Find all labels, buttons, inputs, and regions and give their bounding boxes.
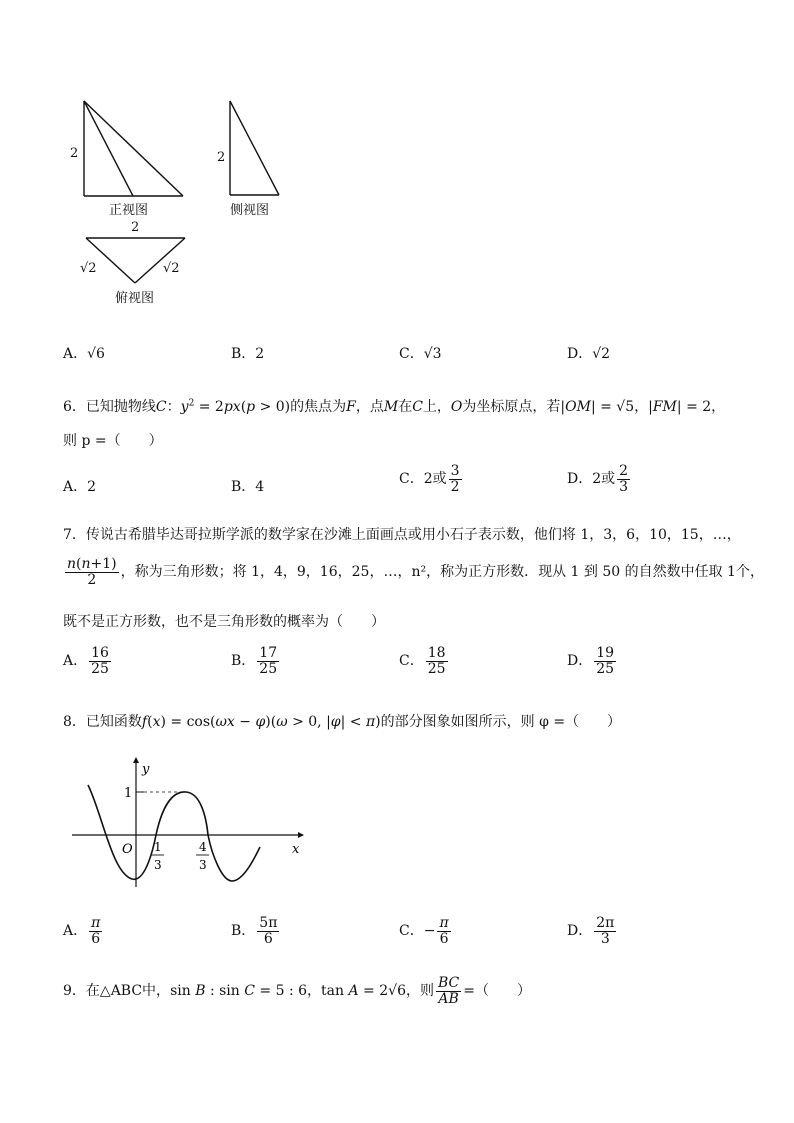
fraction-den: 25 xyxy=(259,660,278,677)
fraction-num: BC xyxy=(437,975,460,991)
q6-stem-line2: 则 p =（ ） xyxy=(63,433,163,449)
q8-option-a[interactable] xyxy=(63,916,104,946)
q6-option-a[interactable] xyxy=(63,476,96,496)
q7-line2 xyxy=(63,557,764,587)
side-height-label: 2 xyxy=(217,150,226,165)
q6-text: 在 xyxy=(398,399,413,415)
top-width-label: 2 xyxy=(131,220,140,235)
q6-option-d-fraction xyxy=(617,464,630,494)
x-tick2-den: 3 xyxy=(199,858,207,872)
q6-option-c-fraction xyxy=(449,464,462,494)
option-letter: A． xyxy=(63,346,88,362)
q6-math: C xyxy=(155,399,167,415)
q6-math: y xyxy=(180,399,189,415)
x-axis-arrow xyxy=(298,832,304,838)
option-letter: A． xyxy=(63,479,88,495)
q9-number: 9． xyxy=(63,983,86,1000)
option-letter: D． xyxy=(567,923,593,940)
option-letter: C． xyxy=(399,471,424,488)
option-fraction xyxy=(89,646,111,676)
option-value: √2 xyxy=(592,346,611,362)
q8-number: 8． xyxy=(63,714,86,730)
q5-option-b[interactable] xyxy=(231,343,264,363)
q8-option-d[interactable] xyxy=(567,916,618,946)
q6-math: F xyxy=(346,399,356,415)
q6-math: O xyxy=(450,399,463,415)
y-axis-arrow xyxy=(133,757,139,763)
q5-option-d[interactable] xyxy=(567,343,610,363)
q6-option-b[interactable] xyxy=(231,476,264,496)
fraction-num: 5π xyxy=(259,915,278,931)
q8-text: 的部分图象如图所示，则 φ =（ ） xyxy=(380,714,622,730)
option-letter: D． xyxy=(567,471,593,488)
q7-line2-text: ，称为三角形数；将 1，4，9，16，25，…，n²，称为正方形数．现从 1 到 50 的自然数中任取 1个， xyxy=(120,564,764,581)
q9-text: =（ ） xyxy=(463,983,531,1000)
fraction-num: 17 xyxy=(259,645,278,661)
fraction-den: 3 xyxy=(619,478,629,495)
q6-text: 为坐标原点，若 xyxy=(462,399,561,415)
option-letter: A． xyxy=(63,653,88,670)
q5-option-a[interactable] xyxy=(63,343,105,363)
fraction-den: 2 xyxy=(87,571,97,588)
q9-text: 在△ABC中， xyxy=(85,983,171,1000)
option-value: √3 xyxy=(423,346,442,362)
fraction-num: n(n+1) xyxy=(67,556,117,572)
q6-text: ，点 xyxy=(355,399,384,415)
fraction-den: 25 xyxy=(427,660,446,677)
x-axis-label: x xyxy=(292,842,300,857)
q6-stem: 6．已知抛物线C：$y^2 = 2px(p > 0)$的焦点为F，点M在C上，O为坐标原点，若|OM| = √5，|FM| = 2， xyxy=(63,398,726,415)
q6-math: C xyxy=(412,399,423,415)
q6-math: p xyxy=(246,399,256,415)
option-letter: B． xyxy=(231,479,256,495)
q9-ratio xyxy=(436,976,461,1006)
x-tick1-num: 1 xyxy=(154,840,162,854)
q8-option-b[interactable] xyxy=(231,916,281,946)
x-tick1-den: 3 xyxy=(154,858,162,872)
front-caption: 正视图 xyxy=(109,203,149,218)
option-fraction xyxy=(89,916,102,946)
q6-text: 的焦点为 xyxy=(290,399,347,415)
q9-math: tan A = 2√6 xyxy=(321,983,406,1000)
cosine-curve xyxy=(88,785,260,881)
q7-option-b[interactable] xyxy=(231,646,281,676)
option-value: 2 xyxy=(255,346,265,362)
fraction-den: 3 xyxy=(600,930,610,947)
q6-text: 已知抛物线 xyxy=(85,399,156,415)
three-views-drawing xyxy=(60,95,320,310)
q6-math: px xyxy=(223,399,241,415)
option-fraction xyxy=(257,916,279,946)
q9-math: sin B : sin C = 5 : 6 xyxy=(170,983,308,1000)
triangular-formula xyxy=(65,557,119,587)
q6-text: 上， xyxy=(422,399,451,415)
fraction-den: 25 xyxy=(91,660,109,677)
q6-number: 6． xyxy=(63,399,86,415)
option-value: 2或 xyxy=(423,471,447,488)
y-tick-label: 1 xyxy=(124,786,133,801)
q7-option-a[interactable] xyxy=(63,646,113,676)
top-right-edge-label: √2 xyxy=(163,261,180,276)
option-letter: D． xyxy=(567,346,593,362)
option-letter: B． xyxy=(231,923,256,940)
q6-math: FM xyxy=(652,399,677,415)
top-left-edge-label: √2 xyxy=(80,261,97,276)
option-letter: B． xyxy=(231,653,256,670)
q7-line1: 7．传说古希腊毕达哥拉斯学派的数学家在沙滩上面画点或用小石子表示数，他们将 1，3，6，10，15，…， xyxy=(63,527,741,543)
q8-graph xyxy=(60,755,320,895)
option-fraction xyxy=(594,646,616,676)
q8-function: f(x) = cos(ωx − φ)(ω > 0, |φ| < π) xyxy=(141,714,381,730)
q7-option-c[interactable] xyxy=(399,646,450,676)
q5-option-c[interactable] xyxy=(399,343,442,363)
option-value: 4 xyxy=(255,479,265,495)
option-letter: C． xyxy=(399,923,424,940)
q8-stem xyxy=(63,711,621,731)
fraction-num: π xyxy=(439,915,449,931)
fraction-num: 16 xyxy=(91,645,109,661)
option-value: 2或 xyxy=(592,471,616,488)
q7-line3: 既不是正方形数，也不是三角形数的概率为（ ） xyxy=(63,614,385,630)
front-view xyxy=(84,101,183,196)
fraction-den: 25 xyxy=(596,660,615,677)
option-letter: B． xyxy=(231,346,256,362)
q7-option-d[interactable] xyxy=(567,646,618,676)
x-tick2-num: 4 xyxy=(199,840,207,854)
fraction-num: 18 xyxy=(427,645,446,661)
option-letter: C． xyxy=(399,346,424,362)
fraction-num: 3 xyxy=(450,463,460,479)
q9-text: ， xyxy=(307,983,322,1000)
fraction-den: 6 xyxy=(91,930,101,947)
q6-math: M xyxy=(383,399,399,415)
fraction-den: 6 xyxy=(263,930,273,947)
fraction-den: AB xyxy=(438,990,459,1007)
option-fraction xyxy=(257,646,279,676)
top-caption: 俯视图 xyxy=(115,291,155,306)
option-letter: D． xyxy=(567,653,593,670)
y-axis-label: y xyxy=(142,762,150,777)
option-fraction xyxy=(594,916,616,946)
side-view xyxy=(230,101,279,195)
q8-option-c[interactable] xyxy=(399,916,453,946)
fraction-num: 19 xyxy=(596,645,615,661)
fraction-num: 2 xyxy=(619,463,629,479)
front-height-label: 2 xyxy=(70,146,79,161)
q6-math: 2 xyxy=(188,398,195,409)
fraction-num: π xyxy=(91,915,101,931)
option-value: √6 xyxy=(87,346,105,362)
fraction-num: 2π xyxy=(596,915,615,931)
option-fraction xyxy=(426,646,448,676)
option-letter: C． xyxy=(399,653,424,670)
q9-text: ，则 xyxy=(405,983,434,1000)
q6-option-d[interactable] xyxy=(567,464,632,494)
fraction-den: 6 xyxy=(439,930,449,947)
origin-label: O xyxy=(122,842,133,857)
option-fraction xyxy=(437,916,450,946)
q8-text: 已知函数 xyxy=(85,714,142,730)
q6-option-c[interactable] xyxy=(399,464,464,494)
fraction-den: 2 xyxy=(450,478,460,495)
q6-math: OM xyxy=(565,399,591,415)
option-sign: − xyxy=(423,923,436,940)
option-value: 2 xyxy=(87,479,97,495)
option-letter: A． xyxy=(63,923,88,940)
side-caption: 侧视图 xyxy=(230,203,270,218)
q9-stem xyxy=(63,976,531,1006)
